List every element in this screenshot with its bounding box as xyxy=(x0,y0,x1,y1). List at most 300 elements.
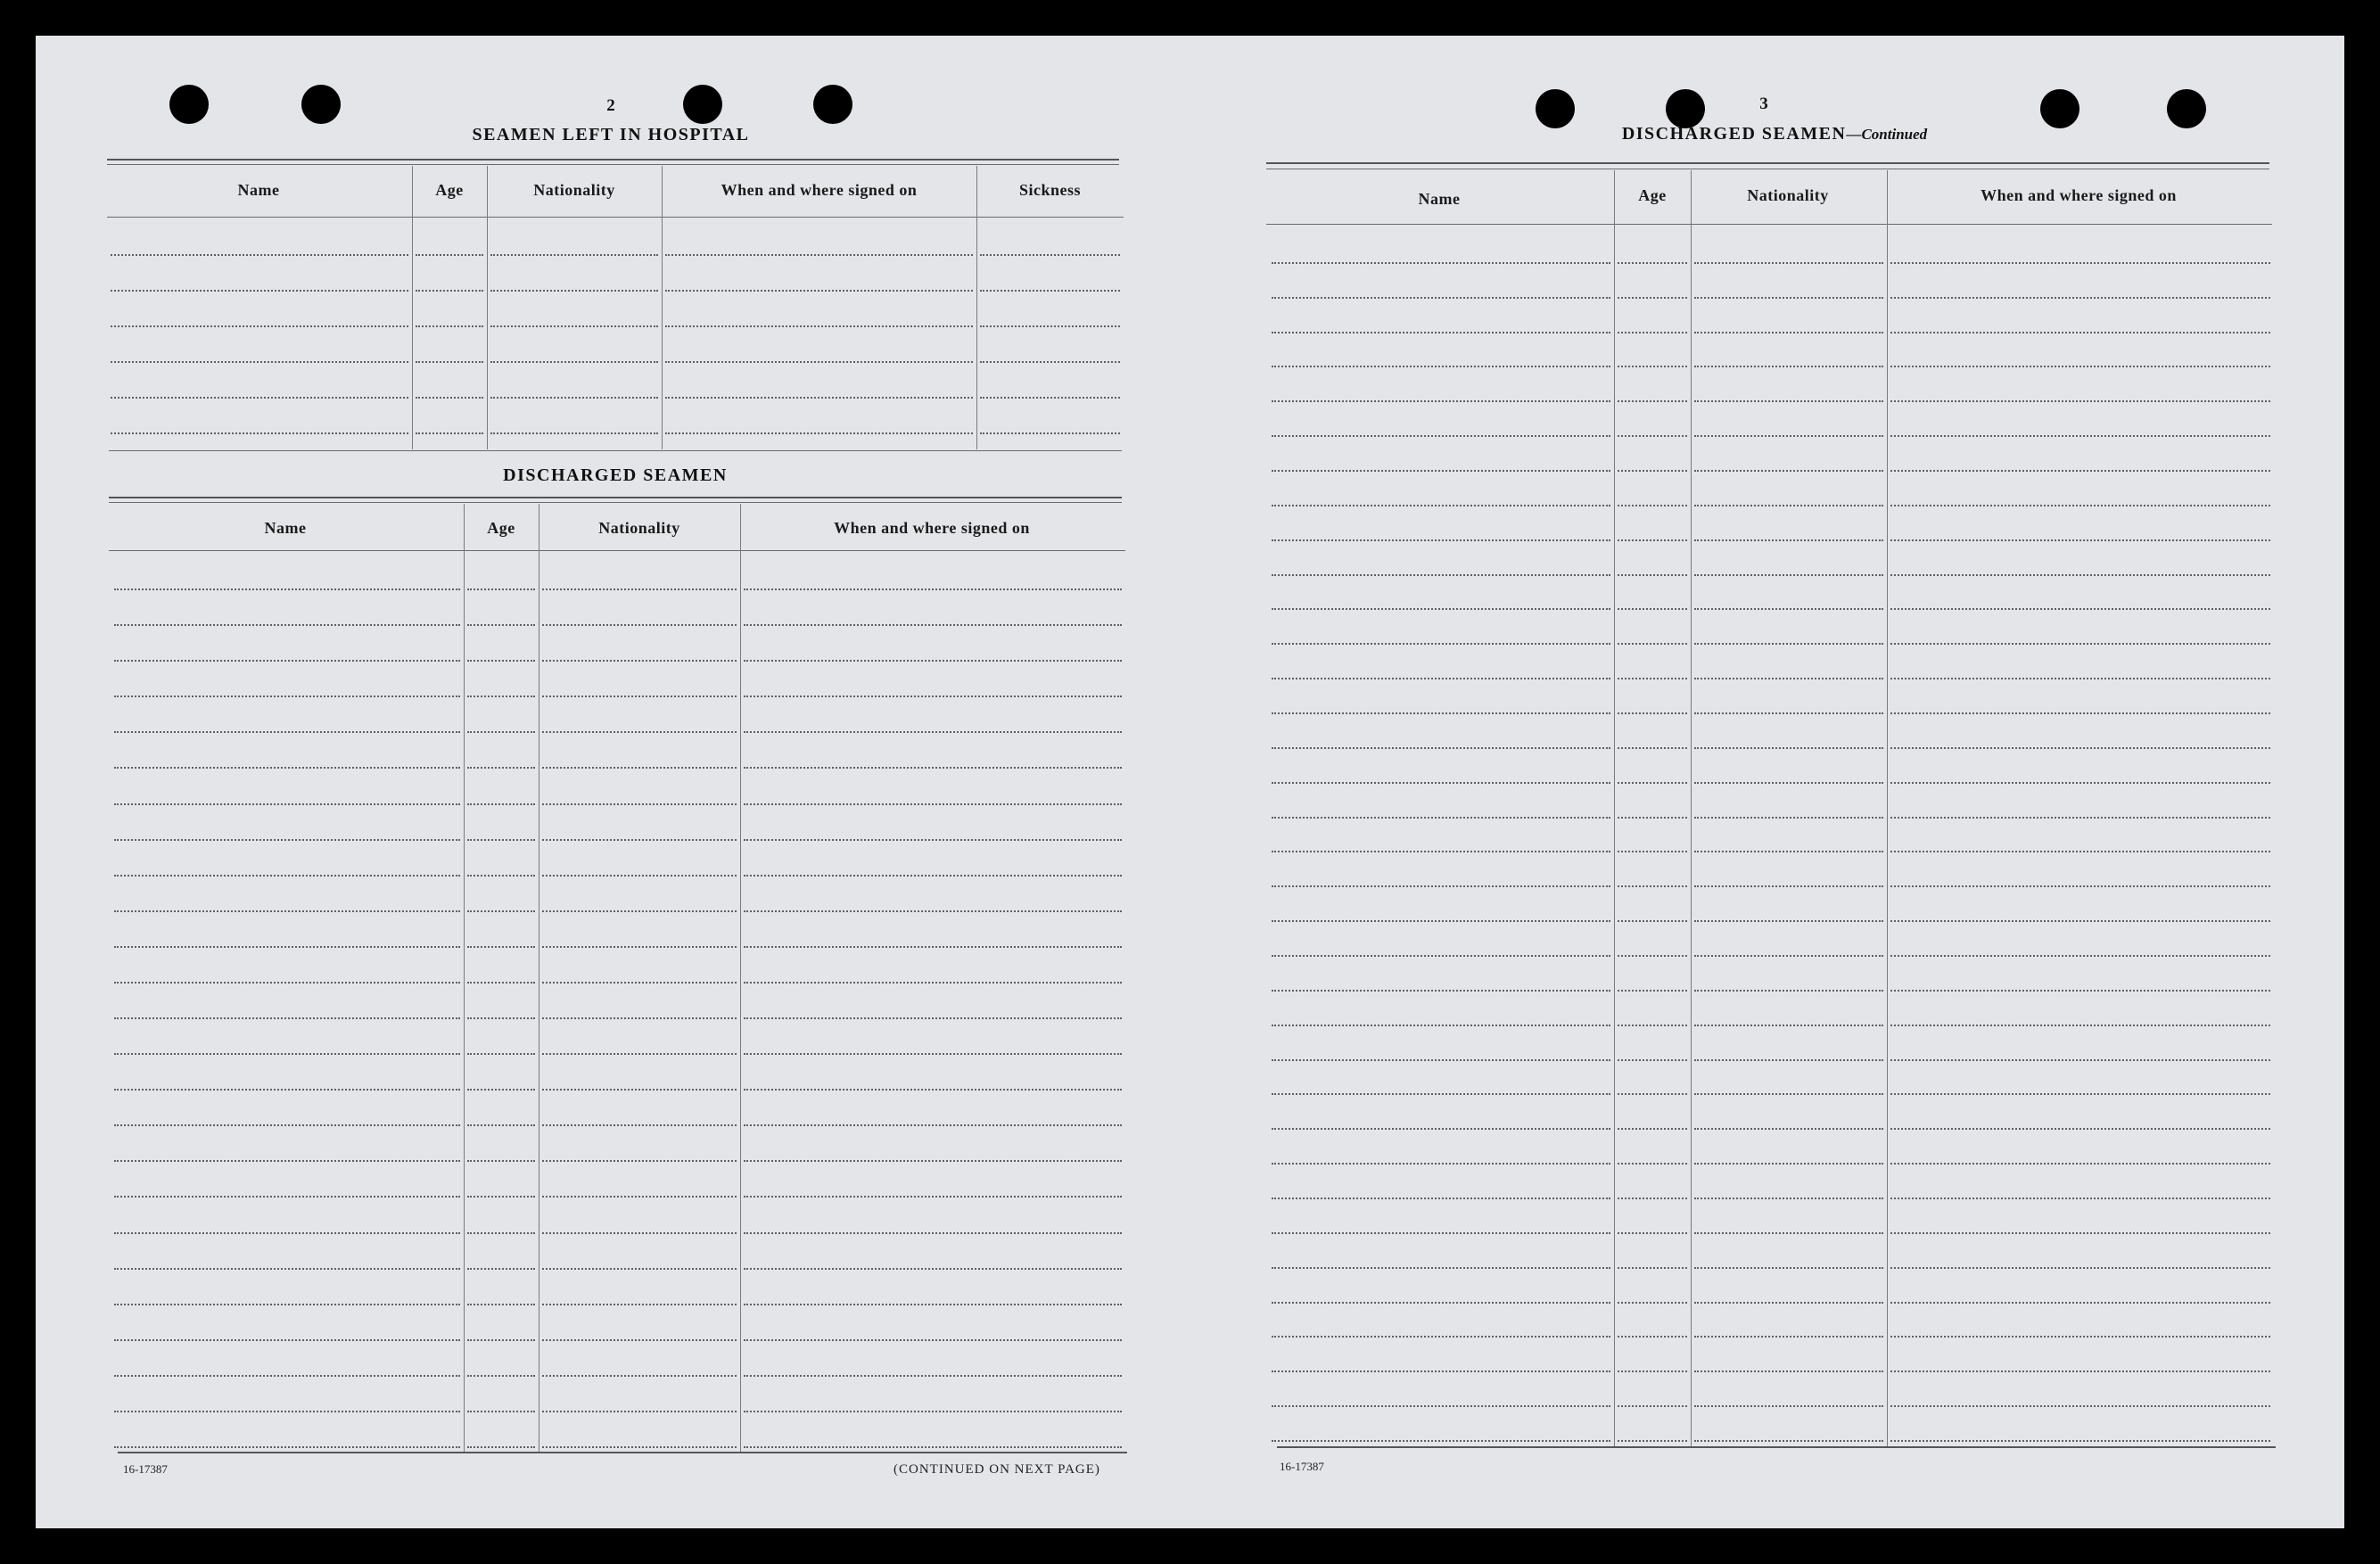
entry-line xyxy=(114,1053,460,1055)
entry-line xyxy=(744,803,1122,805)
entry-line xyxy=(1694,817,1883,819)
entry-line xyxy=(542,1268,737,1270)
entry-line xyxy=(490,290,658,292)
entry-line xyxy=(467,1411,535,1412)
entry-line xyxy=(1890,470,2270,472)
entry-line xyxy=(542,1411,737,1412)
entry-line xyxy=(1618,1267,1687,1269)
entry-line xyxy=(744,1411,1122,1412)
discharged-top-rule-2 xyxy=(109,502,1122,503)
entry-line xyxy=(744,1089,1122,1091)
entry-line xyxy=(542,875,737,877)
entry-line xyxy=(467,1124,535,1126)
hospital-col-signed-on: When and where signed on xyxy=(721,181,918,199)
entry-line xyxy=(665,290,973,292)
hospital-section-title: SEAMEN LEFT IN HOSPITAL xyxy=(472,125,750,144)
discharged-col-name: Name xyxy=(264,519,307,537)
entry-line xyxy=(1694,574,1883,576)
entry-line xyxy=(744,767,1122,769)
entry-line xyxy=(744,910,1122,912)
punch-hole xyxy=(169,85,209,124)
entry-line xyxy=(1272,1059,1610,1061)
entry-line xyxy=(1272,955,1610,957)
entry-line xyxy=(114,660,460,662)
entry-line xyxy=(1272,470,1610,472)
entry-line xyxy=(114,1268,460,1270)
entry-line xyxy=(1694,1371,1883,1372)
entry-line xyxy=(1272,366,1610,367)
right-col-divider xyxy=(1691,170,1692,1447)
entry-line xyxy=(1618,643,1687,645)
entry-line xyxy=(542,660,737,662)
entry-line xyxy=(1272,1302,1610,1304)
entry-line xyxy=(1618,574,1687,576)
entry-line xyxy=(1890,817,2270,819)
hospital-top-rule-2 xyxy=(107,164,1119,165)
entry-line xyxy=(490,325,658,327)
entry-line xyxy=(744,1339,1122,1341)
hospital-col-age: Age xyxy=(435,181,464,199)
entry-line xyxy=(980,290,1120,292)
entry-line xyxy=(980,397,1120,399)
entry-line xyxy=(1890,851,2270,852)
discharged-section-title: DISCHARGED SEAMEN xyxy=(503,465,728,485)
entry-line xyxy=(542,731,737,733)
entry-line xyxy=(1272,400,1610,402)
entry-line xyxy=(1890,366,2270,367)
entry-line xyxy=(1618,1336,1687,1338)
entry-line xyxy=(467,731,535,733)
entry-line xyxy=(467,1232,535,1234)
entry-line xyxy=(490,397,658,399)
entry-line xyxy=(467,1089,535,1091)
entry-line xyxy=(1618,817,1687,819)
entry-line xyxy=(1694,297,1883,299)
right-col-nationality: Nationality xyxy=(1747,186,1829,204)
entry-line xyxy=(111,432,408,434)
entry-line xyxy=(1694,608,1883,610)
entry-line xyxy=(490,432,658,434)
entry-line xyxy=(744,1053,1122,1055)
discharged-col-divider xyxy=(740,504,741,1453)
entry-line xyxy=(542,1089,737,1091)
entry-line xyxy=(114,1375,460,1377)
entry-line xyxy=(542,910,737,912)
entry-line xyxy=(416,290,483,292)
entry-line xyxy=(1694,851,1883,852)
right-title-text: DISCHARGED SEAMEN xyxy=(1621,124,1847,144)
entry-line xyxy=(744,1017,1122,1019)
entry-line xyxy=(1618,1371,1687,1372)
entry-line xyxy=(542,1446,737,1448)
entry-line xyxy=(1890,1302,2270,1304)
entry-line xyxy=(1272,885,1610,887)
entry-line xyxy=(1272,782,1610,784)
hospital-header-rule xyxy=(107,217,1124,218)
entry-line xyxy=(744,1124,1122,1126)
entry-line xyxy=(467,696,535,697)
entry-line xyxy=(1694,712,1883,714)
hospital-col-divider xyxy=(412,166,413,449)
entry-line xyxy=(1272,539,1610,541)
entry-line xyxy=(1618,885,1687,887)
entry-line xyxy=(1694,1093,1883,1095)
entry-line xyxy=(1890,712,2270,714)
entry-line xyxy=(1890,678,2270,679)
entry-line xyxy=(665,325,973,327)
entry-line xyxy=(416,254,483,256)
entry-line xyxy=(114,696,460,697)
entry-line xyxy=(467,946,535,948)
entry-line xyxy=(416,397,483,399)
entry-line xyxy=(467,1160,535,1162)
entry-line xyxy=(1694,1336,1883,1338)
entry-line xyxy=(114,1411,460,1412)
entry-line xyxy=(1890,885,2270,887)
entry-line xyxy=(1890,1440,2270,1442)
entry-line xyxy=(111,361,408,363)
entry-line xyxy=(467,910,535,912)
entry-line xyxy=(744,589,1122,590)
entry-line xyxy=(1272,1025,1610,1026)
continued-note: (CONTINUED ON NEXT PAGE) xyxy=(894,1462,1100,1477)
discharged-col-nationality: Nationality xyxy=(598,519,680,537)
entry-line xyxy=(1694,1267,1883,1269)
entry-line xyxy=(1618,1232,1687,1234)
hospital-col-name: Name xyxy=(237,181,280,199)
entry-line xyxy=(1272,1440,1610,1442)
entry-line xyxy=(1694,643,1883,645)
left-form-number: 16-17387 xyxy=(123,1462,168,1476)
entry-line xyxy=(114,1446,460,1448)
entry-line xyxy=(1694,920,1883,922)
entry-line xyxy=(744,982,1122,984)
entry-line xyxy=(542,589,737,590)
entry-line xyxy=(542,946,737,948)
entry-line xyxy=(467,1196,535,1198)
entry-line xyxy=(1890,1405,2270,1407)
punch-hole xyxy=(2040,89,2079,128)
discharged-col-age: Age xyxy=(487,519,515,537)
entry-line xyxy=(744,1304,1122,1305)
entry-line xyxy=(1618,1302,1687,1304)
entry-line xyxy=(1890,574,2270,576)
entry-line xyxy=(1694,470,1883,472)
entry-line xyxy=(114,803,460,805)
entry-line xyxy=(542,982,737,984)
entry-line xyxy=(1272,505,1610,506)
entry-line xyxy=(1694,990,1883,992)
entry-line xyxy=(467,767,535,769)
entry-line xyxy=(1890,608,2270,610)
entry-line xyxy=(1890,955,2270,957)
entry-line xyxy=(1694,366,1883,367)
entry-line xyxy=(1272,1371,1610,1372)
entry-line xyxy=(1618,955,1687,957)
entry-line xyxy=(542,803,737,805)
entry-line xyxy=(1618,505,1687,506)
discharged-header-rule xyxy=(109,550,1125,551)
entry-line xyxy=(744,1160,1122,1162)
entry-line xyxy=(114,910,460,912)
entry-line xyxy=(1694,1059,1883,1061)
entry-line xyxy=(1272,297,1610,299)
entry-line xyxy=(1618,747,1687,749)
entry-line xyxy=(542,839,737,841)
right-col-divider xyxy=(1887,170,1888,1447)
entry-line xyxy=(1618,1163,1687,1165)
entry-line xyxy=(1694,400,1883,402)
entry-line xyxy=(542,767,737,769)
entry-line xyxy=(980,254,1120,256)
entry-line xyxy=(1618,920,1687,922)
entry-line xyxy=(1272,851,1610,852)
entry-line xyxy=(467,839,535,841)
entry-line xyxy=(1618,1025,1687,1026)
entry-line xyxy=(665,397,973,399)
entry-line xyxy=(416,325,483,327)
entry-line xyxy=(1694,678,1883,679)
entry-line xyxy=(665,432,973,434)
punch-hole xyxy=(301,85,341,124)
discharged-top-rule xyxy=(109,497,1122,498)
entry-line xyxy=(114,731,460,733)
entry-line xyxy=(665,254,973,256)
entry-line xyxy=(1272,643,1610,645)
entry-line xyxy=(1618,1405,1687,1407)
entry-line xyxy=(1618,712,1687,714)
entry-line xyxy=(744,1446,1122,1448)
entry-line xyxy=(1272,1163,1610,1165)
entry-line xyxy=(1890,990,2270,992)
entry-line xyxy=(1694,747,1883,749)
entry-line xyxy=(114,1304,460,1305)
entry-line xyxy=(467,1339,535,1341)
entry-line xyxy=(1272,1405,1610,1407)
entry-line xyxy=(1890,400,2270,402)
entry-line xyxy=(744,875,1122,877)
entry-line xyxy=(1694,332,1883,333)
right-header-rule xyxy=(1266,224,2272,225)
entry-line xyxy=(1694,1302,1883,1304)
right-page-number: 3 xyxy=(1759,95,1768,113)
entry-line xyxy=(1618,366,1687,367)
entry-line xyxy=(542,1160,737,1162)
entry-line xyxy=(744,1232,1122,1234)
entry-line xyxy=(1890,1371,2270,1372)
entry-line xyxy=(1890,332,2270,333)
entry-line xyxy=(114,589,460,590)
hospital-col-sickness: Sickness xyxy=(1018,181,1082,199)
entry-line xyxy=(1618,678,1687,679)
entry-line xyxy=(980,361,1120,363)
entry-line xyxy=(1890,1093,2270,1095)
entry-line xyxy=(467,660,535,662)
entry-line xyxy=(467,1053,535,1055)
entry-line xyxy=(1694,1232,1883,1234)
entry-line xyxy=(1694,1163,1883,1165)
entry-line xyxy=(1890,1336,2270,1338)
entry-line xyxy=(114,839,460,841)
entry-line xyxy=(114,1124,460,1126)
entry-line xyxy=(1694,782,1883,784)
entry-line xyxy=(1890,1267,2270,1269)
entry-line xyxy=(114,1339,460,1341)
entry-line xyxy=(111,290,408,292)
entry-line xyxy=(1890,1163,2270,1165)
entry-line xyxy=(744,1375,1122,1377)
entry-line xyxy=(1272,1267,1610,1269)
entry-line xyxy=(416,432,483,434)
entry-line xyxy=(490,254,658,256)
right-col-name: Name xyxy=(1418,190,1461,208)
entry-line xyxy=(665,361,973,363)
entry-line xyxy=(1618,851,1687,852)
entry-line xyxy=(1618,332,1687,333)
entry-line xyxy=(467,1446,535,1448)
entry-line xyxy=(114,624,460,626)
entry-line xyxy=(542,1375,737,1377)
punch-hole xyxy=(2167,89,2206,128)
entry-line xyxy=(467,803,535,805)
right-title-continued: —Continued xyxy=(1846,126,1928,143)
entry-line xyxy=(111,254,408,256)
entry-line xyxy=(1890,435,2270,437)
entry-line xyxy=(1272,435,1610,437)
discharged-col-signed-on: When and where signed on xyxy=(834,519,1030,537)
entry-line xyxy=(744,1196,1122,1198)
punch-hole xyxy=(1666,89,1705,128)
entry-line xyxy=(1272,747,1610,749)
entry-line xyxy=(542,1196,737,1198)
entry-line xyxy=(1618,539,1687,541)
entry-line xyxy=(1890,643,2270,645)
entry-line xyxy=(1272,608,1610,610)
entry-line xyxy=(744,731,1122,733)
entry-line xyxy=(114,1232,460,1234)
entry-line xyxy=(1890,1198,2270,1199)
entry-line xyxy=(490,361,658,363)
entry-line xyxy=(980,432,1120,434)
entry-line xyxy=(1694,262,1883,264)
hospital-col-divider xyxy=(487,166,488,449)
entry-line xyxy=(744,946,1122,948)
entry-line xyxy=(1618,1128,1687,1130)
entry-line xyxy=(542,1339,737,1341)
entry-line xyxy=(1694,435,1883,437)
entry-line xyxy=(114,946,460,948)
entry-line xyxy=(1890,920,2270,922)
entry-line xyxy=(1694,1198,1883,1199)
hospital-col-divider xyxy=(662,166,663,449)
entry-line xyxy=(1618,608,1687,610)
entry-line xyxy=(1890,262,2270,264)
right-col-divider xyxy=(1614,170,1615,1447)
entry-line xyxy=(1272,712,1610,714)
punch-hole xyxy=(813,85,852,124)
right-col-signed-on: When and where signed on xyxy=(1981,186,2177,204)
entry-line xyxy=(542,1232,737,1234)
entry-line xyxy=(1272,1198,1610,1199)
entry-line xyxy=(744,660,1122,662)
entry-line xyxy=(1890,1128,2270,1130)
entry-line xyxy=(1272,678,1610,679)
entry-line xyxy=(1272,1336,1610,1338)
punch-hole xyxy=(683,85,722,124)
entry-line xyxy=(1890,1025,2270,1026)
hospital-top-rule xyxy=(107,159,1119,161)
entry-line xyxy=(1890,539,2270,541)
punch-hole xyxy=(1536,89,1575,128)
entry-line xyxy=(467,624,535,626)
entry-line xyxy=(1694,539,1883,541)
entry-line xyxy=(1618,1440,1687,1442)
entry-line xyxy=(744,1268,1122,1270)
entry-line xyxy=(467,1304,535,1305)
entry-line xyxy=(1694,1405,1883,1407)
hospital-bottom-rule xyxy=(109,450,1122,451)
entry-line xyxy=(1272,920,1610,922)
right-form-number: 16-17387 xyxy=(1280,1460,1324,1473)
entry-line xyxy=(1618,470,1687,472)
entry-line xyxy=(542,1017,737,1019)
entry-line xyxy=(1890,505,2270,506)
right-col-age: Age xyxy=(1638,186,1667,204)
entry-line xyxy=(114,1017,460,1019)
entry-line xyxy=(1618,262,1687,264)
entry-line xyxy=(1890,297,2270,299)
entry-line xyxy=(1618,1093,1687,1095)
entry-line xyxy=(744,839,1122,841)
entry-line xyxy=(1272,262,1610,264)
left-page-number: 2 xyxy=(606,96,615,115)
entry-line xyxy=(1618,1198,1687,1199)
entry-line xyxy=(1618,782,1687,784)
entry-line xyxy=(542,1053,737,1055)
entry-line xyxy=(1272,332,1610,333)
entry-line xyxy=(1694,955,1883,957)
entry-line xyxy=(1694,1025,1883,1026)
entry-line xyxy=(467,589,535,590)
entry-line xyxy=(111,397,408,399)
entry-line xyxy=(114,1196,460,1198)
entry-line xyxy=(1272,1232,1610,1234)
entry-line xyxy=(467,1375,535,1377)
entry-line xyxy=(1272,990,1610,992)
entry-line xyxy=(744,696,1122,697)
entry-line xyxy=(467,1268,535,1270)
entry-line xyxy=(467,1017,535,1019)
entry-line xyxy=(542,624,737,626)
entry-line xyxy=(542,1124,737,1126)
entry-line xyxy=(1694,1440,1883,1442)
entry-line xyxy=(744,624,1122,626)
entry-line xyxy=(114,767,460,769)
entry-line xyxy=(1618,400,1687,402)
entry-line xyxy=(1618,990,1687,992)
right-section-title xyxy=(1587,124,1962,144)
entry-line xyxy=(467,875,535,877)
entry-line xyxy=(1694,1128,1883,1130)
hospital-col-nationality: Nationality xyxy=(533,181,615,199)
entry-line xyxy=(1272,574,1610,576)
discharged-col-divider xyxy=(464,504,465,1453)
entry-line xyxy=(111,325,408,327)
entry-line xyxy=(114,982,460,984)
entry-line xyxy=(1890,1059,2270,1061)
entry-line xyxy=(1272,1093,1610,1095)
discharged-bottom-rule xyxy=(118,1452,1127,1453)
